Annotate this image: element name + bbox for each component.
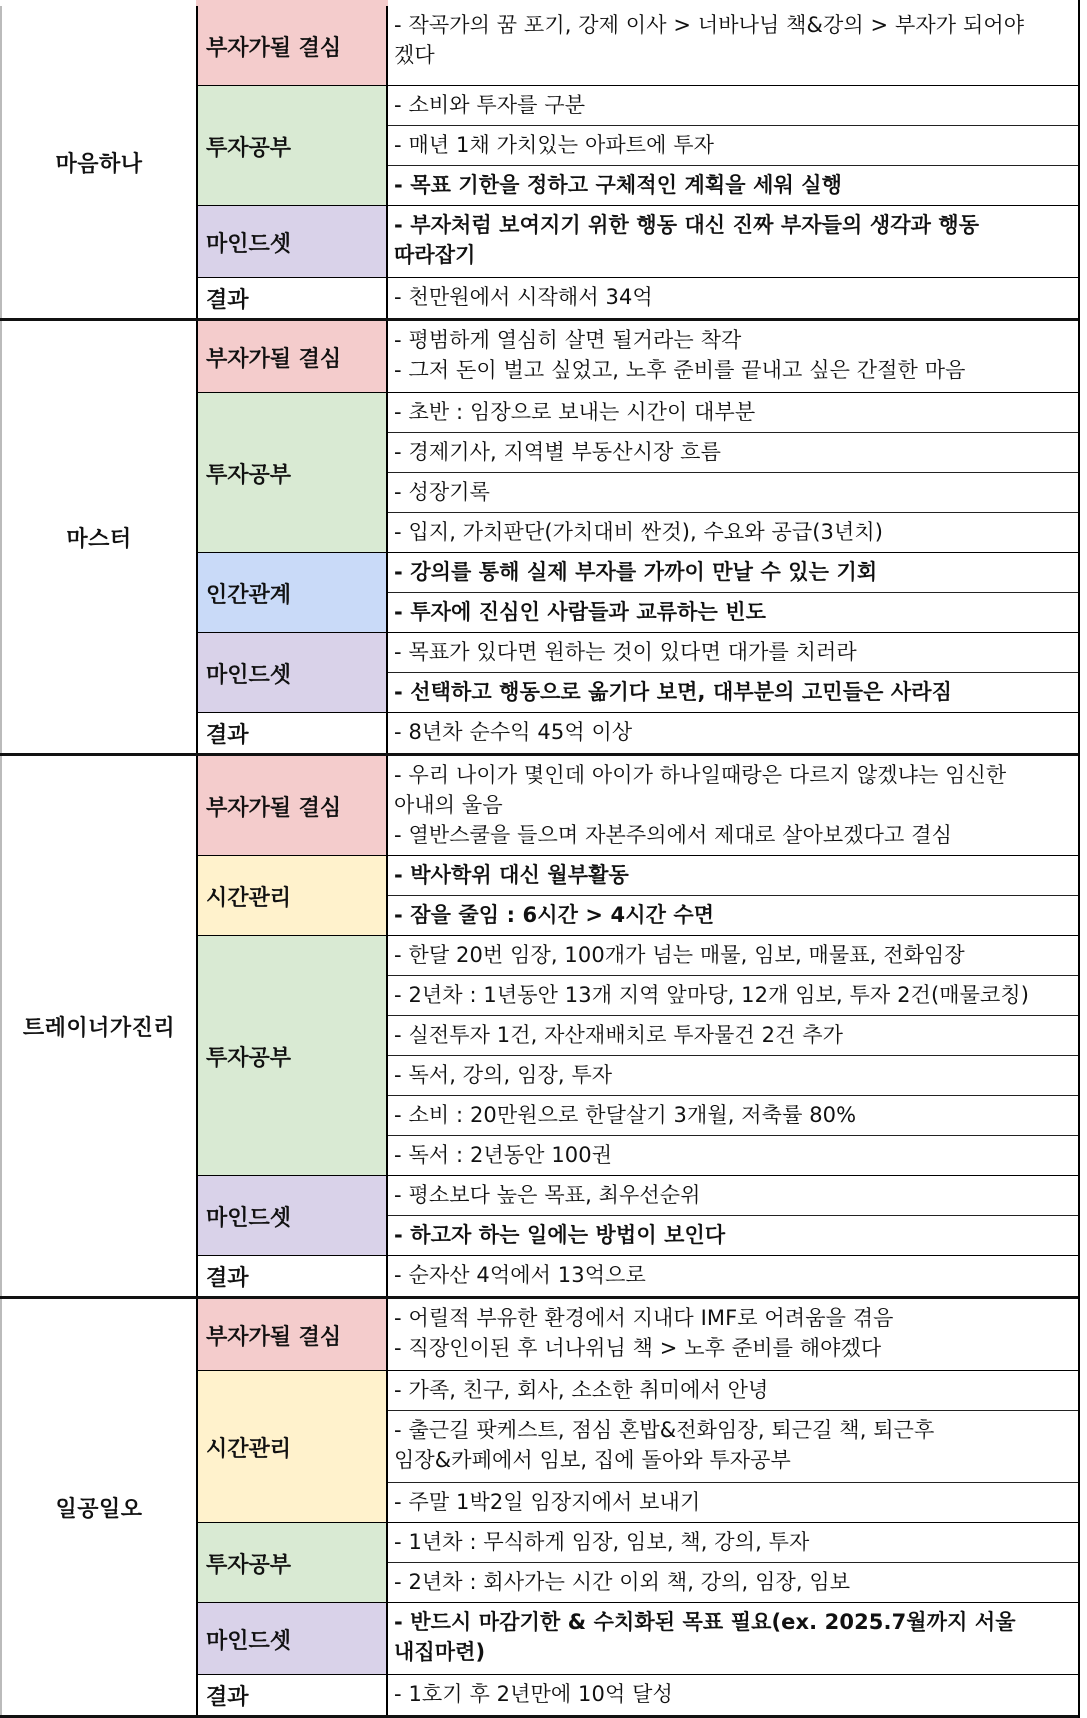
item-cell[interactable]: - 하고자 하는 일에는 방법이 보인다 xyxy=(388,1216,1078,1256)
item-cell[interactable]: - 매년 1채 가치있는 아파트에 투자 xyxy=(388,126,1078,166)
item-cell[interactable]: - 박사학위 대신 월부활동 xyxy=(388,856,1078,896)
category-cell[interactable]: 결과 xyxy=(196,278,388,318)
item-cell[interactable]: - 2년차 : 1년동안 13개 지역 앞마당, 12개 임보, 투자 2건(매물코칭) xyxy=(388,976,1078,1016)
item-cell[interactable]: - 어릴적 부유한 환경에서 지내다 IMF로 어려움을 겪음 - 직장인이된 후 너나위님 책 > 노후 준비를 해야겠다 xyxy=(388,1299,1078,1371)
item-cell[interactable]: - 주말 1박2일 임장지에서 보내기 xyxy=(388,1483,1078,1523)
item-cell[interactable]: - 1호기 후 2년만에 10억 달성 xyxy=(388,1675,1078,1715)
item-cell[interactable]: - 소비와 투자를 구분 xyxy=(388,86,1078,126)
category-cell[interactable]: 인간관계 xyxy=(196,553,388,633)
item-cell[interactable]: - 가족, 친구, 회사, 소소한 취미에서 안녕 xyxy=(388,1371,1078,1411)
category-cell[interactable]: 마인드셋 xyxy=(196,633,388,713)
person-name-cell[interactable]: 마스터 xyxy=(0,321,196,753)
item-cell[interactable]: - 강의를 통해 실제 부자를 가까이 만날 수 있는 기회 xyxy=(388,553,1078,593)
item-cell[interactable]: - 부자처럼 보여지기 위한 행동 대신 진짜 부자들의 생각과 행동 따라잡기 xyxy=(388,206,1078,278)
category-cell[interactable]: 결과 xyxy=(196,713,388,753)
category-cell[interactable]: 부자가될 결심 xyxy=(196,6,388,86)
item-cell[interactable]: - 평범하게 열심히 살면 될거라는 착각 - 그저 돈이 벌고 싶었고, 노후 준비를 끝내고 싶은 간절한 마음 xyxy=(388,321,1078,393)
category-cell[interactable]: 마인드셋 xyxy=(196,1176,388,1256)
item-cell[interactable]: - 성장기록 xyxy=(388,473,1078,513)
item-cell[interactable]: - 천만원에서 시작해서 34억 xyxy=(388,278,1078,318)
category-cell[interactable]: 시간관리 xyxy=(196,856,388,936)
category-cell[interactable]: 투자공부 xyxy=(196,936,388,1176)
category-cell[interactable]: 투자공부 xyxy=(196,393,388,553)
item-cell[interactable]: - 2년차 : 회사가는 시간 이외 책, 강의, 임장, 임보 xyxy=(388,1563,1078,1603)
category-cell[interactable]: 부자가될 결심 xyxy=(196,756,388,856)
item-cell[interactable]: - 독서 : 2년동안 100권 xyxy=(388,1136,1078,1176)
category-cell[interactable]: 부자가될 결심 xyxy=(196,1299,388,1371)
person-name-cell[interactable]: 마음하나 xyxy=(0,6,196,318)
item-cell[interactable]: - 초반 : 임장으로 보내는 시간이 대부분 xyxy=(388,393,1078,433)
item-cell[interactable]: - 선택하고 행동으로 옮기다 보면, 대부분의 고민들은 사라짐 xyxy=(388,673,1078,713)
category-cell[interactable]: 투자공부 xyxy=(196,1523,388,1603)
item-cell[interactable]: - 경제기사, 지역별 부동산시장 흐름 xyxy=(388,433,1078,473)
table-right-border xyxy=(1078,0,1080,1718)
item-cell[interactable]: - 실전투자 1건, 자산재배치로 투자물건 2건 추가 xyxy=(388,1016,1078,1056)
item-cell[interactable]: - 잠을 줄임 : 6시간 > 4시간 수면 xyxy=(388,896,1078,936)
category-cell[interactable]: 마인드셋 xyxy=(196,1603,388,1675)
item-cell[interactable]: - 우리 나이가 몇인데 아이가 하나일때랑은 다르지 않겠냐는 임신한 아내의 울음 - 열반스쿨을 들으며 자본주의에서 제대로 살아보겠다고 결심 xyxy=(388,756,1078,856)
item-cell[interactable]: - 1년차 : 무식하게 임장, 임보, 책, 강의, 투자 xyxy=(388,1523,1078,1563)
item-cell[interactable]: - 순자산 4억에서 13억으로 xyxy=(388,1256,1078,1296)
item-cell[interactable]: - 평소보다 높은 목표, 최우선순위 xyxy=(388,1176,1078,1216)
category-cell[interactable]: 마인드셋 xyxy=(196,206,388,278)
category-cell[interactable]: 투자공부 xyxy=(196,86,388,206)
category-cell[interactable]: 시간관리 xyxy=(196,1371,388,1523)
person-name-cell[interactable]: 트레이너가진리 xyxy=(0,756,196,1296)
category-cell[interactable]: 부자가될 결심 xyxy=(196,321,388,393)
item-cell[interactable]: - 한달 20번 임장, 100개가 넘는 매물, 임보, 매물표, 전화임장 xyxy=(388,936,1078,976)
item-cell[interactable]: - 반드시 마감기한 & 수치화된 목표 필요(ex. 2025.7월까지 서울 내집마련) xyxy=(388,1603,1078,1675)
item-cell[interactable]: - 목표가 있다면 원하는 것이 있다면 대가를 치러라 xyxy=(388,633,1078,673)
item-cell[interactable]: - 8년차 순수익 45억 이상 xyxy=(388,713,1078,753)
item-cell[interactable]: - 목표 기한을 정하고 구체적인 계획을 세워 실행 xyxy=(388,166,1078,206)
item-cell[interactable]: - 작곡가의 꿈 포기, 강제 이사 > 너바나님 책&강의 > 부자가 되어야 겠다 xyxy=(388,6,1078,86)
item-cell[interactable]: - 독서, 강의, 임장, 투자 xyxy=(388,1056,1078,1096)
category-cell[interactable]: 결과 xyxy=(196,1675,388,1715)
item-cell[interactable]: - 출근길 팟케스트, 점심 혼밥&전화임장, 퇴근길 책, 퇴근후 임장&카페에서 임보, 집에 돌아와 투자공부 xyxy=(388,1411,1078,1483)
category-cell[interactable]: 결과 xyxy=(196,1256,388,1296)
person-name-cell[interactable]: 일공일오 xyxy=(0,1299,196,1715)
item-cell[interactable]: - 입지, 가치판단(가치대비 싼것), 수요와 공급(3년치) xyxy=(388,513,1078,553)
item-cell[interactable]: - 소비 : 20만원으로 한달살기 3개월, 저축률 80% xyxy=(388,1096,1078,1136)
item-cell[interactable]: - 투자에 진심인 사람들과 교류하는 빈도 xyxy=(388,593,1078,633)
